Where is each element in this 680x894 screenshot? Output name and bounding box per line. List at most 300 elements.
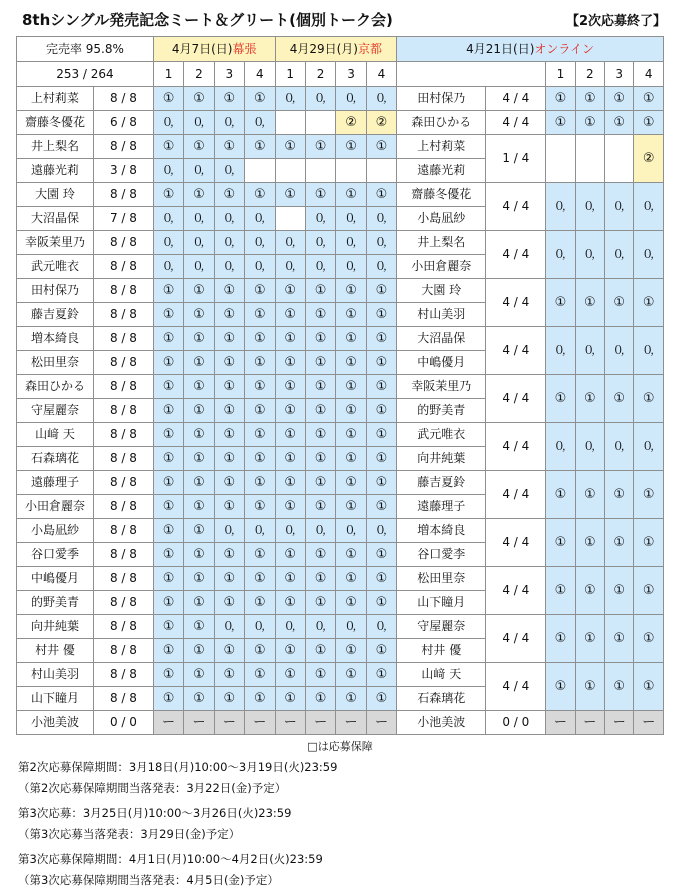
kyoto-slot bbox=[366, 87, 396, 111]
kyoto-slot bbox=[305, 327, 335, 351]
member-name: 武元唯衣 bbox=[17, 255, 94, 279]
round-mark: ① bbox=[223, 403, 236, 418]
online-sold-count: 4 / 4 bbox=[486, 231, 546, 279]
online-sold-count: 4 / 4 bbox=[486, 111, 546, 135]
guarantee-mark: 🄁 bbox=[345, 235, 358, 249]
online-slot bbox=[605, 519, 634, 567]
kyoto-part-2: 2 bbox=[305, 62, 335, 87]
round-mark: ① bbox=[193, 571, 205, 586]
makuhari-slot bbox=[153, 135, 183, 159]
makuhari-slot bbox=[214, 87, 244, 111]
guarantee-mark: 🄁 bbox=[613, 439, 626, 453]
kyoto-slot bbox=[336, 279, 366, 303]
round-mark: ② bbox=[345, 115, 357, 130]
member-name: 遠藤理子 bbox=[17, 471, 94, 495]
guarantee-mark: 🄁 bbox=[162, 163, 175, 177]
round-mark: ① bbox=[375, 547, 388, 562]
round-mark: ① bbox=[314, 499, 327, 514]
kyoto-slot bbox=[305, 135, 335, 159]
round-mark: ① bbox=[253, 283, 266, 298]
online-sold-count: 4 / 4 bbox=[486, 663, 546, 711]
online-slot bbox=[634, 519, 664, 567]
kyoto-slot bbox=[336, 543, 366, 567]
kyoto-slot bbox=[275, 495, 305, 519]
makuhari-slot bbox=[214, 447, 244, 471]
kyoto-slot bbox=[366, 159, 396, 183]
guarantee-mark: 🄁 bbox=[642, 439, 655, 453]
kyoto-slot bbox=[275, 351, 305, 375]
round-mark: ① bbox=[162, 307, 175, 322]
makuhari-slot bbox=[184, 519, 214, 543]
online-part-1: 1 bbox=[546, 62, 575, 87]
makuhari-slot bbox=[245, 279, 275, 303]
kyoto-slot bbox=[366, 279, 396, 303]
kyoto-slot bbox=[305, 159, 335, 183]
status-label: 【2次応募終了】 bbox=[565, 14, 666, 29]
online-slot bbox=[634, 375, 664, 423]
makuhari-slot bbox=[184, 543, 214, 567]
round-mark: ① bbox=[314, 403, 327, 418]
member-name: 遠藤光莉 bbox=[17, 159, 94, 183]
round-mark: ① bbox=[554, 91, 567, 106]
online-slot bbox=[546, 375, 575, 423]
round-mark: ① bbox=[223, 283, 236, 298]
round-mark: ① bbox=[314, 451, 327, 466]
round-mark: ① bbox=[162, 499, 175, 514]
round-mark: ① bbox=[253, 139, 266, 154]
kyoto-slot bbox=[366, 519, 396, 543]
round-mark: ① bbox=[223, 595, 236, 610]
guarantee-mark: 🄁 bbox=[284, 91, 297, 105]
guarantee-mark: 🄁 bbox=[284, 523, 297, 537]
makuhari-slot bbox=[214, 591, 244, 615]
makuhari-slot bbox=[184, 375, 214, 399]
online-member-name: 武元唯衣 bbox=[397, 423, 486, 447]
makuhari-part-3: 3 bbox=[214, 62, 244, 87]
kyoto-slot bbox=[275, 591, 305, 615]
guarantee-mark: 🄁 bbox=[192, 259, 205, 273]
round-mark: ① bbox=[642, 487, 655, 502]
kyoto-slot bbox=[366, 591, 396, 615]
online-part-4: 4 bbox=[634, 62, 664, 87]
online-slot bbox=[605, 471, 634, 519]
dash-mark: ー bbox=[314, 715, 328, 730]
round-mark: ① bbox=[314, 571, 327, 586]
member-row bbox=[17, 567, 664, 591]
online-slot bbox=[575, 423, 604, 471]
makuhari-slot bbox=[184, 279, 214, 303]
online-slot bbox=[634, 615, 664, 663]
member-name: 谷口愛季 bbox=[17, 543, 94, 567]
round-mark: ① bbox=[642, 535, 655, 550]
round-mark: ① bbox=[162, 91, 175, 106]
round-mark: ① bbox=[613, 391, 626, 406]
dash-mark: ー bbox=[253, 715, 267, 730]
makuhari-slot bbox=[245, 375, 275, 399]
makuhari-slot bbox=[214, 639, 244, 663]
member-row bbox=[17, 663, 664, 687]
round-mark: ① bbox=[375, 691, 388, 706]
round-mark: ① bbox=[314, 307, 327, 322]
member-name: 大沼晶保 bbox=[17, 207, 94, 231]
makuhari-slot bbox=[214, 183, 244, 207]
round-mark: ① bbox=[193, 283, 205, 298]
round-mark: ① bbox=[162, 547, 175, 562]
round-mark: ① bbox=[162, 667, 175, 682]
member-sold-count: 8 / 8 bbox=[94, 303, 154, 327]
round-mark: ① bbox=[345, 691, 357, 706]
online-member-name: 小池美波 bbox=[397, 711, 486, 735]
round-mark: ① bbox=[314, 595, 327, 610]
round-mark: ① bbox=[223, 499, 236, 514]
kyoto-slot bbox=[336, 303, 366, 327]
kyoto-slot bbox=[305, 495, 335, 519]
guarantee-mark: 🄁 bbox=[642, 247, 655, 261]
round-mark: ① bbox=[345, 283, 357, 298]
round-mark: ① bbox=[375, 379, 388, 394]
round-mark: ① bbox=[284, 547, 297, 562]
round-mark: ① bbox=[253, 91, 266, 106]
kyoto-slot bbox=[336, 183, 366, 207]
makuhari-slot bbox=[245, 231, 275, 255]
member-sold-count: 8 / 8 bbox=[94, 375, 154, 399]
kyoto-slot bbox=[366, 183, 396, 207]
makuhari-slot bbox=[153, 663, 183, 687]
guarantee-mark: 🄁 bbox=[253, 115, 266, 129]
guarantee-mark: 🄁 bbox=[613, 199, 626, 213]
member-row bbox=[17, 423, 664, 447]
makuhari-slot bbox=[184, 231, 214, 255]
round-mark: ① bbox=[375, 283, 388, 298]
round-mark: ① bbox=[162, 379, 175, 394]
online-slot bbox=[634, 135, 664, 183]
round-mark: ① bbox=[314, 331, 327, 346]
makuhari-slot bbox=[184, 423, 214, 447]
member-name: 齋藤冬優花 bbox=[17, 111, 94, 135]
member-sold-count: 8 / 8 bbox=[94, 327, 154, 351]
online-member-name: 村山美羽 bbox=[397, 303, 486, 327]
online-member-name: 森田ひかる bbox=[397, 111, 486, 135]
makuhari-slot bbox=[184, 207, 214, 231]
kyoto-slot bbox=[305, 543, 335, 567]
makuhari-slot bbox=[214, 279, 244, 303]
makuhari-slot bbox=[214, 231, 244, 255]
round-mark: ① bbox=[193, 595, 205, 610]
member-name: 向井純葉 bbox=[17, 615, 94, 639]
guarantee-mark: 🄁 bbox=[314, 619, 327, 633]
kyoto-slot bbox=[305, 375, 335, 399]
member-name: 上村莉菜 bbox=[17, 87, 94, 111]
online-member-name: 守屋麗奈 bbox=[397, 615, 486, 639]
footer-line-3: 第3次応募：3月25日(月)10:00～3月26日(火)23:59 bbox=[18, 806, 292, 820]
makuhari-slot bbox=[184, 399, 214, 423]
makuhari-slot bbox=[245, 447, 275, 471]
member-sold-count: 8 / 8 bbox=[94, 615, 154, 639]
kyoto-slot bbox=[275, 687, 305, 711]
page-header bbox=[0, 0, 680, 36]
kyoto-slot bbox=[336, 327, 366, 351]
kyoto-slot bbox=[336, 711, 366, 735]
makuhari-slot bbox=[153, 591, 183, 615]
round-mark: ① bbox=[345, 475, 357, 490]
online-slot bbox=[605, 615, 634, 663]
kyoto-slot bbox=[336, 231, 366, 255]
makuhari-slot bbox=[245, 639, 275, 663]
member-name: 守屋麗奈 bbox=[17, 399, 94, 423]
round-mark: ① bbox=[162, 427, 175, 442]
member-name: 村山美羽 bbox=[17, 663, 94, 687]
kyoto-slot bbox=[366, 543, 396, 567]
round-mark: ① bbox=[375, 307, 388, 322]
round-mark: ① bbox=[642, 391, 655, 406]
legend-note: □は応募保障 bbox=[307, 740, 373, 753]
makuhari-slot bbox=[153, 519, 183, 543]
makuhari-slot bbox=[214, 351, 244, 375]
kyoto-slot bbox=[305, 279, 335, 303]
guarantee-mark: 🄁 bbox=[253, 619, 266, 633]
kyoto-slot bbox=[275, 471, 305, 495]
round-mark: ① bbox=[642, 679, 655, 694]
round-mark: ① bbox=[613, 679, 626, 694]
kyoto-slot bbox=[275, 423, 305, 447]
kyoto-slot bbox=[336, 495, 366, 519]
round-mark: ① bbox=[583, 115, 596, 130]
online-slot bbox=[575, 327, 604, 375]
kyoto-slot bbox=[336, 663, 366, 687]
round-mark: ① bbox=[583, 487, 596, 502]
online-slot bbox=[605, 663, 634, 711]
round-mark: ① bbox=[375, 427, 388, 442]
round-mark: ① bbox=[583, 679, 596, 694]
event-makuhari-header bbox=[153, 37, 275, 62]
kyoto-part-3: 3 bbox=[336, 62, 366, 87]
round-mark: ① bbox=[253, 643, 266, 658]
round-mark: ① bbox=[314, 475, 327, 490]
member-row bbox=[17, 375, 664, 399]
kyoto-slot bbox=[366, 687, 396, 711]
member-row bbox=[17, 519, 664, 543]
makuhari-slot bbox=[184, 447, 214, 471]
member-sold-count: 6 / 8 bbox=[94, 111, 154, 135]
guarantee-mark: 🄁 bbox=[345, 619, 358, 633]
online-member-name: 村井 優 bbox=[397, 639, 486, 663]
guarantee-mark: 🄁 bbox=[223, 619, 236, 633]
round-mark: ① bbox=[223, 667, 236, 682]
member-row bbox=[17, 87, 664, 111]
round-mark: ① bbox=[345, 355, 357, 370]
kyoto-slot bbox=[275, 615, 305, 639]
online-slot bbox=[605, 231, 634, 279]
online-part-3: 3 bbox=[605, 62, 634, 87]
round-mark: ① bbox=[253, 403, 266, 418]
online-member-name: 谷口愛李 bbox=[397, 543, 486, 567]
online-member-name: 小田倉麗奈 bbox=[397, 255, 486, 279]
online-member-name: 中嶋優月 bbox=[397, 351, 486, 375]
online-slot bbox=[634, 327, 664, 375]
makuhari-slot bbox=[184, 687, 214, 711]
makuhari-slot bbox=[153, 423, 183, 447]
kyoto-slot bbox=[305, 399, 335, 423]
online-sold-count: 4 / 4 bbox=[486, 615, 546, 663]
footer-line-2: （第2次応募保障期間当落発表：3月22日(金)予定） bbox=[18, 781, 287, 795]
member-sold-count: 8 / 8 bbox=[94, 567, 154, 591]
guarantee-mark: 🄁 bbox=[583, 247, 596, 261]
round-mark: ① bbox=[554, 583, 567, 598]
sales-rate: 完売率 95.8% bbox=[17, 37, 154, 62]
event-kyoto-date: 4月29日(月) bbox=[289, 41, 358, 56]
member-sold-count: 8 / 8 bbox=[94, 543, 154, 567]
dash-mark: ー bbox=[553, 715, 567, 730]
online-member-name: 齋藤冬優花 bbox=[397, 183, 486, 207]
kyoto-slot bbox=[305, 447, 335, 471]
online-slot bbox=[546, 471, 575, 519]
member-sold-count: 8 / 8 bbox=[94, 279, 154, 303]
online-slot bbox=[605, 111, 634, 135]
kyoto-part-4: 4 bbox=[366, 62, 396, 87]
online-slot bbox=[546, 135, 575, 183]
kyoto-slot bbox=[305, 591, 335, 615]
makuhari-slot bbox=[153, 183, 183, 207]
online-sold-count: 4 / 4 bbox=[486, 519, 546, 567]
member-sold-count: 8 / 8 bbox=[94, 663, 154, 687]
online-member-name: 幸阪茉里乃 bbox=[397, 375, 486, 399]
round-mark: ① bbox=[345, 499, 357, 514]
makuhari-slot bbox=[184, 495, 214, 519]
kyoto-slot bbox=[305, 639, 335, 663]
guarantee-mark: 🄁 bbox=[253, 523, 266, 537]
guarantee-mark: 🄁 bbox=[192, 235, 205, 249]
guarantee-mark: 🄁 bbox=[345, 259, 358, 273]
online-slot bbox=[634, 231, 664, 279]
round-mark: ① bbox=[314, 547, 327, 562]
round-mark: ① bbox=[193, 403, 205, 418]
makuhari-slot bbox=[214, 711, 244, 735]
round-mark: ① bbox=[284, 595, 297, 610]
round-mark: ① bbox=[162, 331, 175, 346]
round-mark: ① bbox=[284, 283, 297, 298]
member-row bbox=[17, 135, 664, 159]
kyoto-slot bbox=[366, 255, 396, 279]
member-sold-count: 8 / 8 bbox=[94, 591, 154, 615]
round-mark: ① bbox=[554, 535, 567, 550]
makuhari-slot bbox=[245, 591, 275, 615]
online-sold-count: 1 / 4 bbox=[486, 135, 546, 183]
online-part-2: 2 bbox=[575, 62, 604, 87]
round-mark: ① bbox=[554, 295, 567, 310]
kyoto-slot bbox=[275, 639, 305, 663]
makuhari-slot bbox=[214, 303, 244, 327]
round-mark: ① bbox=[375, 187, 388, 202]
online-slot bbox=[605, 183, 634, 231]
round-mark: ① bbox=[284, 187, 297, 202]
round-mark: ① bbox=[223, 451, 236, 466]
online-member-name: 向井純葉 bbox=[397, 447, 486, 471]
round-mark: ① bbox=[284, 667, 297, 682]
round-mark: ① bbox=[345, 451, 357, 466]
member-row bbox=[17, 231, 664, 255]
kyoto-slot bbox=[336, 567, 366, 591]
round-mark: ① bbox=[345, 307, 357, 322]
makuhari-slot bbox=[184, 327, 214, 351]
makuhari-slot bbox=[245, 183, 275, 207]
member-sold-count: 8 / 8 bbox=[94, 135, 154, 159]
round-mark: ① bbox=[223, 187, 236, 202]
round-mark: ① bbox=[554, 631, 567, 646]
online-member-name: 増本綺良 bbox=[397, 519, 486, 543]
online-slot bbox=[575, 375, 604, 423]
online-member-name: 的野美青 bbox=[397, 399, 486, 423]
guarantee-mark: 🄁 bbox=[314, 523, 327, 537]
round-mark: ① bbox=[375, 667, 388, 682]
online-slot bbox=[605, 375, 634, 423]
round-mark: ① bbox=[375, 499, 388, 514]
makuhari-slot bbox=[245, 327, 275, 351]
round-mark: ① bbox=[223, 355, 236, 370]
round-mark: ① bbox=[314, 667, 327, 682]
kyoto-slot bbox=[305, 687, 335, 711]
kyoto-slot bbox=[366, 231, 396, 255]
online-slot bbox=[546, 111, 575, 135]
round-mark: ① bbox=[345, 139, 357, 154]
makuhari-slot bbox=[214, 663, 244, 687]
kyoto-slot bbox=[366, 663, 396, 687]
makuhari-slot bbox=[184, 351, 214, 375]
round-mark: ① bbox=[253, 691, 266, 706]
makuhari-slot bbox=[153, 711, 183, 735]
round-mark: ① bbox=[284, 355, 297, 370]
round-mark: ① bbox=[253, 307, 266, 322]
makuhari-slot bbox=[153, 279, 183, 303]
guarantee-mark: 🄁 bbox=[375, 91, 388, 105]
kyoto-slot bbox=[366, 567, 396, 591]
online-member-name: 大園 玲 bbox=[397, 279, 486, 303]
makuhari-slot bbox=[245, 351, 275, 375]
kyoto-slot bbox=[275, 87, 305, 111]
guarantee-mark: 🄁 bbox=[583, 199, 596, 213]
makuhari-slot bbox=[214, 519, 244, 543]
round-mark: ① bbox=[345, 643, 357, 658]
round-mark: ① bbox=[284, 139, 297, 154]
footer-line-4: （第3次応募当落発表：3月29日(金)予定） bbox=[18, 827, 241, 841]
guarantee-mark: 🄁 bbox=[613, 343, 626, 357]
round-mark: ① bbox=[284, 331, 297, 346]
online-slot bbox=[605, 567, 634, 615]
online-slot bbox=[634, 111, 664, 135]
round-mark: ① bbox=[162, 139, 175, 154]
member-sold-count: 8 / 8 bbox=[94, 231, 154, 255]
online-slot bbox=[634, 279, 664, 327]
kyoto-slot bbox=[336, 375, 366, 399]
online-member-name: 山﨑 天 bbox=[397, 663, 486, 687]
kyoto-slot bbox=[366, 423, 396, 447]
round-mark: ① bbox=[642, 631, 655, 646]
member-sold-count: 8 / 8 bbox=[94, 255, 154, 279]
online-member-name: 松田里奈 bbox=[397, 567, 486, 591]
makuhari-slot bbox=[153, 327, 183, 351]
member-sold-count: 0 / 0 bbox=[94, 711, 154, 735]
event-makuhari-place: 幕張 bbox=[232, 41, 257, 56]
dash-mark: ー bbox=[162, 715, 176, 730]
round-mark: ① bbox=[583, 583, 596, 598]
round-mark: ① bbox=[162, 475, 175, 490]
round-mark: ① bbox=[162, 355, 175, 370]
online-slot bbox=[575, 279, 604, 327]
guarantee-mark: 🄁 bbox=[192, 211, 205, 225]
kyoto-slot bbox=[275, 327, 305, 351]
round-mark: ① bbox=[314, 643, 327, 658]
kyoto-slot bbox=[305, 471, 335, 495]
makuhari-slot bbox=[245, 687, 275, 711]
